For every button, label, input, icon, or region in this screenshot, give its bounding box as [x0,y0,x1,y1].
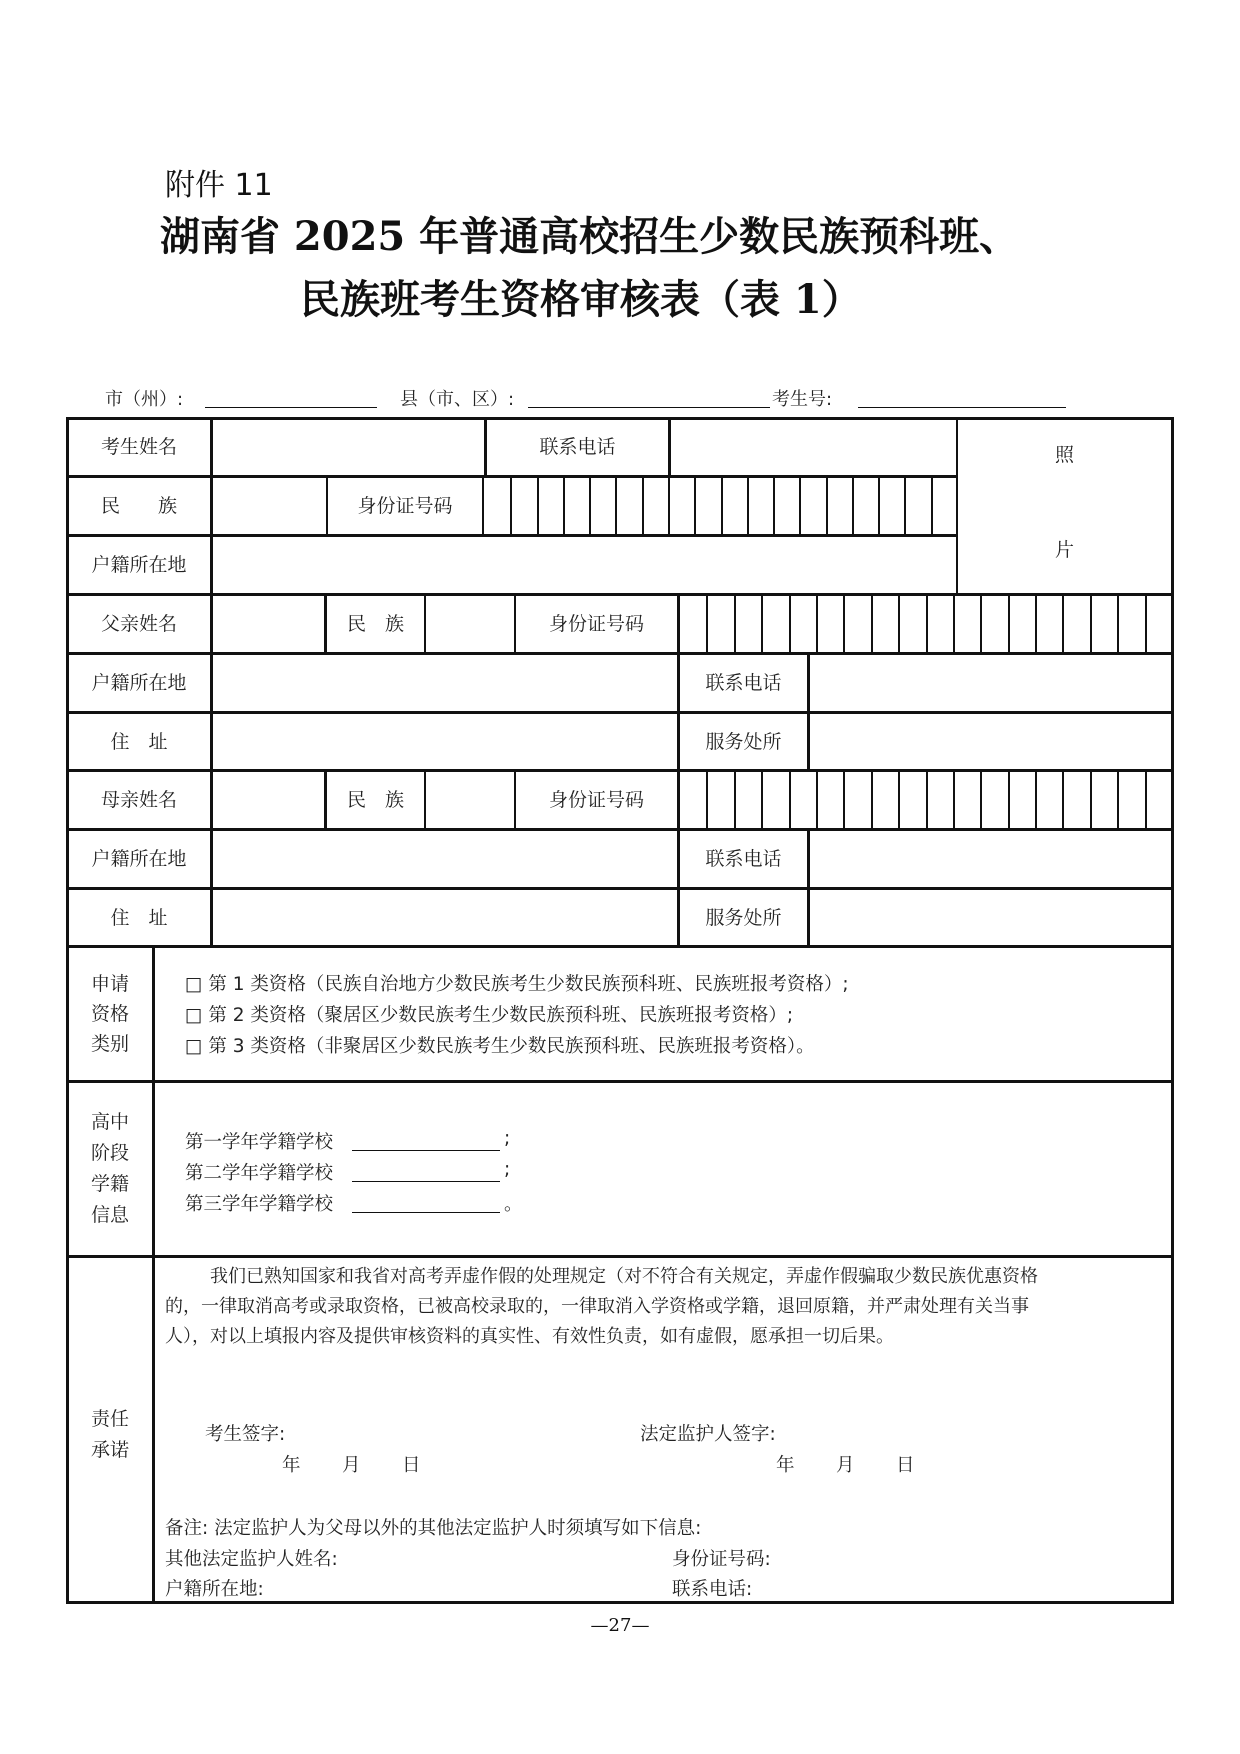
student-id-label: 身份证号码 [357,495,453,517]
student-date-year: 年 [282,1455,301,1476]
father-id-digit-box[interactable] [898,595,925,652]
father-name-label: 父亲姓名 [100,613,177,635]
student-name-label: 考生姓名 [100,436,177,458]
student-id-digit-box[interactable] [904,477,930,534]
guardian-note: 备注: 法定监护人为父母以外的其他法定监护人时须填写如下信息: [165,1518,702,1539]
other-guardian-hukou-label: 户籍所在地: [165,1579,264,1600]
father-id-digit-box[interactable] [734,595,761,652]
mother-id-digit-box[interactable] [1145,771,1172,828]
form-title-line2: 民族班考生资格审核表（表 1） [300,276,862,323]
father-id-digit-box[interactable] [1062,595,1089,652]
mother-address-label: 住 址 [110,906,168,929]
mother-address-field[interactable] [213,890,676,944]
photo-label-bottom: 片 [1054,539,1074,561]
form-title-line1: 湖南省 2025 年普通高校招生少数民族预科班、 [160,213,1020,260]
student-hukou-label: 户籍所在地 [91,554,187,576]
county-field[interactable] [528,385,770,408]
year1-school-field[interactable] [352,1130,500,1151]
father-id-digit-box[interactable] [1035,595,1062,652]
student-id-digit-box[interactable] [563,477,589,534]
photo-label-top: 照 [1054,444,1074,466]
father-id-digit-box[interactable] [761,595,788,652]
qualification-label: 申请 资格 类别 [90,973,129,1055]
mother-id-digit-box[interactable] [1035,771,1062,828]
father-id-digit-box[interactable] [843,595,870,652]
student-id-digit-box[interactable] [668,477,694,534]
student-name-field[interactable] [213,420,483,475]
qualification-option-3[interactable]: □ 第 3 类资格（非聚居区少数民族考生少数民族预科班、民族班报考资格）。 [185,1036,815,1057]
guardian-date-year: 年 [776,1455,795,1476]
student-ethnicity-label: 民 族 [100,495,177,517]
student-id-digit-box[interactable] [694,477,720,534]
photo-box[interactable] [958,420,1170,592]
mother-id-digit-box[interactable] [1062,771,1089,828]
mother-id-digit-box[interactable] [679,771,706,828]
county-label: 县（市、区）: [400,389,515,410]
guardian-signature-field[interactable] [790,1415,1090,1445]
father-id-label: 身份证号码 [548,613,644,635]
mother-name-label: 母亲姓名 [100,789,177,811]
mother-phone-field[interactable] [810,831,1170,886]
student-date-month: 月 [342,1455,361,1476]
mother-id-digit-box[interactable] [1117,771,1144,828]
school-record-label: 高中 阶段 学籍 信息 [90,1111,129,1226]
guardian-date-month: 月 [836,1455,855,1476]
year1-school-label: 第一学年学籍学校 [185,1132,334,1153]
exam-no-label: 考生号: [772,389,833,410]
commitment-text-line3: 人），对以上填报内容及提供审核资料的真实性、有效性负责，如有虚假，愿承担一切后果。 [165,1326,894,1347]
father-address-field[interactable] [213,714,676,768]
mother-hukou-field[interactable] [213,831,676,886]
commitment-text-line1: 我们已熟知国家和我省对高考弄虚作假的处理规定（对不符合有关规定，弄虚作假骗取少数民族优惠资格 [210,1266,1038,1287]
mother-phone-label: 联系电话 [705,848,782,870]
other-guardian-id-label: 身份证号码: [672,1549,771,1570]
father-id-digit-box[interactable] [789,595,816,652]
father-phone-field[interactable] [810,655,1170,710]
mother-id-digit-box[interactable] [1090,771,1117,828]
year3-school-end: 。 [504,1194,523,1215]
father-name-field[interactable] [213,596,323,651]
father-id-digit-box[interactable] [980,595,1007,652]
qualification-option-1[interactable]: □ 第 1 类资格（民族自治地方少数民族考生少数民族预科班、民族班报考资格）; [185,974,849,995]
father-ethnicity-label: 民 族 [346,613,404,635]
exam-no-field[interactable] [858,385,1066,408]
student-id-digit-box[interactable] [826,477,852,534]
mother-id-digit-box[interactable] [706,771,733,828]
year2-school-end: ; [504,1159,511,1180]
student-id-digit-box[interactable] [721,477,747,534]
mother-ethnicity-field[interactable] [426,772,514,827]
commitment-text-line2: 的，一律取消高考或录取资格，已被高校录取的，一律取消入学资格或学籍，退回原籍，并严肃处理有关当事 [165,1296,1029,1317]
mother-id-digit-box[interactable] [843,771,870,828]
student-id-digit-box[interactable] [537,477,563,534]
student-id-digit-box[interactable] [642,477,668,534]
student-id-digit-box[interactable] [878,477,904,534]
qualification-option-2[interactable]: □ 第 2 类资格（聚居区少数民族考生少数民族预科班、民族班报考资格）; [185,1005,794,1026]
father-workplace-label: 服务处所 [705,730,782,753]
student-phone-field[interactable] [671,420,955,475]
commitment-label: 责任 承诺 [90,1408,129,1461]
city-label: 市（州）: [105,389,184,410]
year2-school-label: 第二学年学籍学校 [185,1163,334,1184]
student-hukou-field[interactable] [213,537,955,592]
student-id-digit-box[interactable] [589,477,615,534]
student-id-digit-box[interactable] [931,477,957,534]
father-id-digit-box[interactable] [871,595,898,652]
father-address-label: 住 址 [110,730,168,753]
city-field[interactable] [205,385,377,408]
mother-workplace-field[interactable] [810,890,1170,944]
father-workplace-field[interactable] [810,714,1170,768]
attachment-label: 附件 11 [165,168,273,203]
father-hukou-field[interactable] [213,655,676,710]
mother-id-digit-box[interactable] [734,771,761,828]
guardian-signature-label: 法定监护人签字: [640,1424,776,1445]
father-hukou-label: 户籍所在地 [91,672,187,694]
student-phone-label: 联系电话 [539,436,616,458]
father-id-digit-box[interactable] [706,595,733,652]
year3-school-field[interactable] [352,1192,500,1213]
mother-id-digit-box[interactable] [1008,771,1035,828]
father-id-digit-box[interactable] [1145,595,1172,652]
father-id-digit-box[interactable] [816,595,843,652]
student-id-digit-box[interactable] [773,477,799,534]
student-signature-label: 考生签字: [205,1424,286,1445]
student-ethnicity-field[interactable] [213,478,325,533]
mother-id-digit-box[interactable] [761,771,788,828]
mother-id-digit-box[interactable] [871,771,898,828]
student-date-day: 日 [402,1455,421,1476]
other-guardian-name-label: 其他法定监护人姓名: [165,1549,338,1570]
mother-workplace-label: 服务处所 [705,906,782,929]
mother-id-digit-box[interactable] [926,771,953,828]
year3-school-label: 第三学年学籍学校 [185,1194,334,1215]
father-ethnicity-field[interactable] [426,596,514,651]
other-guardian-phone-label: 联系电话: [672,1579,753,1600]
year2-school-field[interactable] [352,1161,500,1182]
student-id-digit-box[interactable] [615,477,641,534]
mother-id-digit-box[interactable] [898,771,925,828]
student-id-digit-box[interactable] [852,477,878,534]
father-id-digit-box[interactable] [953,595,980,652]
father-id-digit-box[interactable] [1008,595,1035,652]
student-signature-field[interactable] [300,1415,600,1445]
mother-id-digit-box[interactable] [789,771,816,828]
father-id-digit-box[interactable] [1117,595,1144,652]
mother-id-digit-box[interactable] [816,771,843,828]
mother-id-label: 身份证号码 [548,789,644,811]
father-id-digit-box[interactable] [926,595,953,652]
mother-id-digit-box[interactable] [980,771,1007,828]
father-id-digit-box[interactable] [679,595,706,652]
student-id-digit-box[interactable] [510,477,536,534]
mother-ethnicity-label: 民 族 [346,789,404,811]
father-id-digit-box[interactable] [1090,595,1117,652]
guardian-date-day: 日 [896,1455,915,1476]
mother-name-field[interactable] [213,772,323,827]
student-id-digit-box[interactable] [799,477,825,534]
student-id-digit-box[interactable] [747,477,773,534]
student-id-digit-box[interactable] [484,477,510,534]
year1-school-end: ; [504,1128,511,1149]
page-number: —27— [590,1615,650,1636]
mother-hukou-label: 户籍所在地 [91,848,187,870]
mother-id-digit-box[interactable] [953,771,980,828]
father-phone-label: 联系电话 [705,672,782,694]
